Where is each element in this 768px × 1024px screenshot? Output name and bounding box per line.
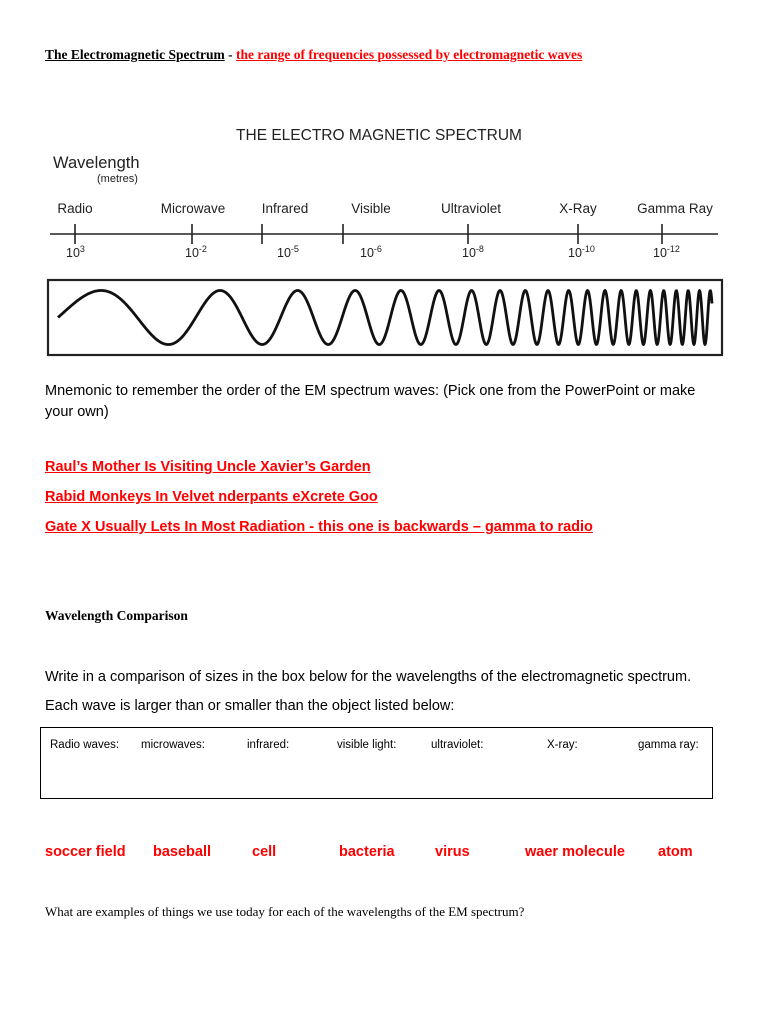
answer-cell: cell <box>252 844 277 860</box>
wavelength-value-ultraviolet: $10^{-8}$ <box>462 244 484 260</box>
answer-atom: atom <box>658 844 693 860</box>
box-label-infrared: infrared: <box>247 739 290 751</box>
band-label-gamma-ray: Gamma Ray <box>637 201 713 216</box>
comparison-box[interactable] <box>40 727 713 799</box>
page-title-definition: the range of frequencies possessed by electromagnetic waves <box>235 47 583 62</box>
band-label-radio: Radio <box>57 201 93 216</box>
answer-soccer-field: soccer field <box>45 844 126 860</box>
answer-virus: virus <box>435 844 470 860</box>
uses-question: What are examples of things we use today for each of the wavelengths of the EM spectrum? <box>45 904 525 919</box>
band-label-infrared: Infrared <box>261 201 309 216</box>
wavelength-value-x-ray: $10^{-10}$ <box>568 244 595 260</box>
answer-baseball: baseball <box>153 844 212 860</box>
page-header <box>45 47 582 63</box>
em-spectrum-figure <box>40 118 730 368</box>
box-label-microwaves: microwaves: <box>141 739 205 751</box>
comparison-instruction-2: Each wave is larger than or smaller than the object listed below: <box>45 698 455 714</box>
wavelength-value-visible: $10^{-6}$ <box>360 244 382 260</box>
band-label-visible: Visible <box>351 201 391 216</box>
page-title: The Electromagnetic Spectrum <box>45 47 225 62</box>
answer-water-molecule: waer molecule <box>525 844 625 860</box>
wavelength-comparison-heading: Wavelength Comparison <box>45 608 188 623</box>
wavelength-axis-unit: (metres) <box>97 173 138 185</box>
band-label-x-ray: X-Ray <box>559 201 597 216</box>
box-label-gamma-ray: gamma ray: <box>638 739 699 751</box>
box-label-ultraviolet: ultraviolet: <box>431 739 484 751</box>
wave-illustration <box>58 291 712 345</box>
header-separator: - <box>224 47 236 62</box>
box-label-visible-light: visible light: <box>337 739 397 751</box>
mnemonic-option-1: Raul’s Mother Is Visiting Uncle Xavier’s Garden <box>45 459 371 475</box>
answer-bacteria: bacteria <box>339 844 395 860</box>
band-label-ultraviolet: Ultraviolet <box>440 201 502 216</box>
mnemonic-option-3: Gate X Usually Lets In Most Radiation - this one is backwards – gamma to radio <box>45 519 593 535</box>
mnemonic-prompt: Mnemonic to remember the order of the EM spectrum waves: (Pick one from the PowerPoint or make your own) <box>45 383 696 420</box>
mnemonic-option-2: Rabid Monkeys In Velvet nderpants eXcrete Goo <box>45 489 378 505</box>
wavelength-value-radio: $10^3$ <box>66 244 85 260</box>
wavelength-axis-label: Wavelength <box>53 154 140 172</box>
wavelength-value-infrared: $10^{-5}$ <box>277 244 299 260</box>
band-label-microwave: Microwave <box>160 201 226 216</box>
wavelength-value-microwave: $10^{-2}$ <box>185 244 207 260</box>
comparison-instruction-1: Write in a comparison of sizes in the box below for the wavelengths of the electromagnetic spectrum. <box>45 669 692 685</box>
figure-title: THE ELECTRO MAGNETIC SPECTRUM <box>236 127 522 144</box>
wavelength-value-gamma-ray: $10^{-12}$ <box>653 244 680 260</box>
box-label-radio-waves: Radio waves: <box>50 739 120 751</box>
box-label-x-ray: X-ray: <box>547 739 578 751</box>
